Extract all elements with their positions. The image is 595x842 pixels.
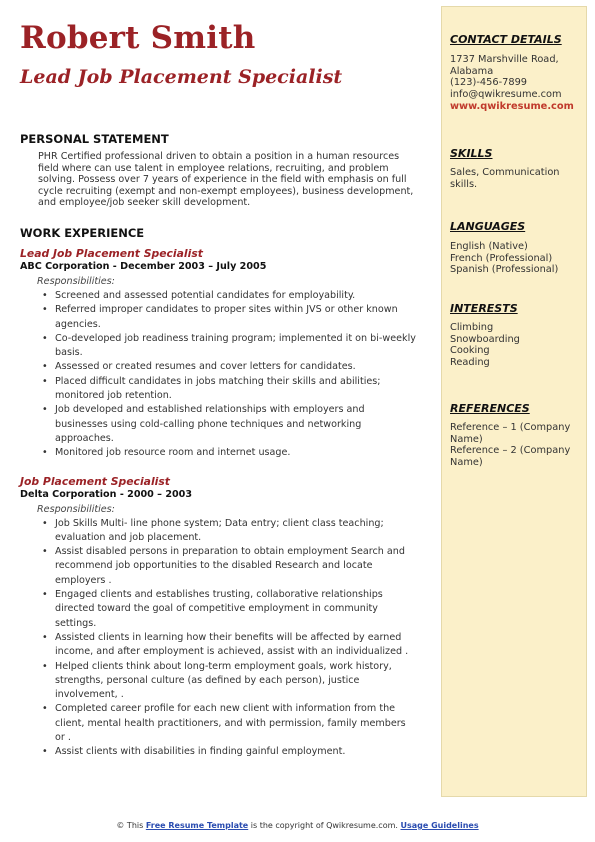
job-meta: ABC Corporation - December 2003 – July 2005 [20, 260, 267, 272]
job-entry [20, 247, 418, 461]
list-item: • Placed difficult candidates in jobs matching their skills and abilities; monitored job retention. [55, 375, 418, 404]
list-item: • Engaged clients and establishes trusting, collaborative relationships directed toward the goal of competitive employment in community settings. [55, 588, 418, 631]
list-item: • Screened and assessed potential candidates for employability. [55, 289, 418, 303]
list-item: • Job developed and established relationships with employers and businesses using cold-calling phone techniques and networking approaches. [55, 403, 418, 446]
main-column [20, 132, 418, 760]
skills-line: skills. [450, 178, 478, 190]
list-item: • Referred improper candidates to proper sites within JVS or other known agencies. [55, 303, 418, 332]
list-item: • Co-developed job readiness training program; implemented it on bi-weekly basis. [55, 332, 418, 361]
responsibilities-list [20, 289, 418, 461]
section-heading: WORK EXPERIENCE [20, 225, 145, 240]
list-item: • Assessed or created resumes and cover letters for candidates. [55, 360, 418, 374]
usage-guidelines-link[interactable]: Usage Guidelines [400, 821, 479, 830]
section-heading: INTERESTS [450, 302, 518, 315]
list-item: Name) [450, 433, 483, 445]
list-item: Reading [450, 357, 490, 369]
footer-text: © This [116, 821, 146, 830]
list-item: Snowboarding [450, 333, 520, 345]
list-item: • Assisted clients in learning how their benefits will be affected by earned income, and after employment is achieved, assist with an individualized . [55, 631, 418, 660]
list-item: Cooking [450, 345, 490, 357]
personal-statement-text: PHR Certified professional driven to obtain a position in a human resources field where can use talent in employee relations, recruiting, and problem solving. Possess over 7 years of experience in the field with emphasis on full cycle recruiting (exempt and non-exempt employees), business development, and employee/job seeker skill development. [38, 151, 414, 209]
contact-details [450, 54, 582, 113]
footer-text: is the copyright of Qwikresume.com. [248, 821, 401, 830]
list-item: • Job Skills Multi- line phone system; Data entry; client class teaching; evaluation and job placement. [55, 517, 418, 546]
skills-line: Sales, Communication [450, 167, 560, 178]
list-item: Reference – 1 (Company [450, 422, 571, 433]
responsibilities-label: Responsibilities: [37, 275, 115, 287]
list-item: • Assist clients with disabilities in finding gainful employment. [55, 745, 418, 759]
job-title: Lead Job Placement Specialist [20, 246, 203, 260]
list-item: French (Professional) [450, 252, 553, 264]
address-line: 1737 Marshville Road, [450, 54, 559, 65]
personal-statement-section [20, 132, 418, 209]
list-item: • Helped clients think about long-term employment goals, work history, strengths, personal culture (as defined by each person), justice involvement, . [55, 660, 418, 703]
interests-list [450, 322, 582, 369]
languages-list [450, 241, 582, 276]
list-item: English (Native) [450, 241, 528, 252]
email-address[interactable]: info@qwikresume.com [450, 89, 562, 101]
responsibilities-label: Responsibilities: [37, 503, 115, 515]
phone-number: (123)-456-7899 [450, 77, 528, 89]
website-link[interactable]: www.qwikresume.com [450, 100, 574, 112]
footer [0, 821, 595, 830]
list-item: Reference – 2 (Company [450, 445, 571, 457]
section-heading: SKILLS [450, 147, 493, 160]
job-title: Job Placement Specialist [20, 474, 170, 488]
list-item: • Completed career profile for each new client with information from the client, mental health practitioners, and with permission, family members or . [55, 702, 418, 745]
list-item: • Monitored job resource room and internet usage. [55, 446, 418, 460]
section-heading: CONTACT DETAILS [450, 33, 562, 46]
skills-text [450, 167, 582, 190]
free-resume-template-link[interactable]: Free Resume Template [145, 821, 249, 830]
section-heading: PERSONAL STATEMENT [20, 132, 169, 146]
list-item: Climbing [450, 322, 494, 333]
address-line: Alabama [450, 65, 494, 77]
job-entry [20, 475, 418, 760]
list-item: Spanish (Professional) [450, 264, 559, 276]
section-heading: REFERENCES [450, 402, 530, 415]
section-heading: LANGUAGES [450, 220, 526, 233]
references-list [450, 422, 582, 469]
resume-title: Lead Job Placement Specialist [20, 66, 343, 88]
responsibilities-list [20, 517, 418, 760]
list-item: • Assist disabled persons in preparation to obtain employment Search and recommend job opportunities to the disabled Research and locate employers . [55, 545, 418, 588]
sidebar [441, 6, 587, 797]
resume-name: Robert Smith [20, 20, 256, 56]
work-experience-section [20, 226, 418, 760]
list-item: Name) [450, 457, 483, 469]
job-meta: Delta Corporation - 2000 – 2003 [20, 488, 193, 500]
